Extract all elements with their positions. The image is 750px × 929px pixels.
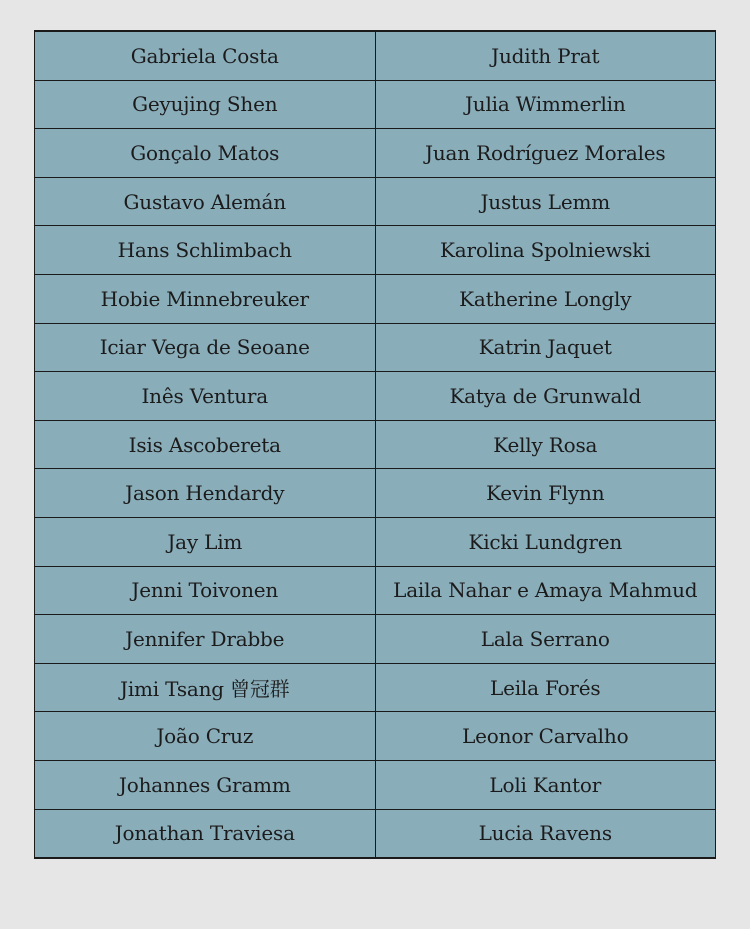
- table-row: [35, 80, 716, 129]
- name-cell-right: Katrin Jaquet: [375, 323, 716, 372]
- name-cell-right: Kevin Flynn: [375, 469, 716, 518]
- name-cell-left: Hobie Minnebreuker: [35, 274, 376, 323]
- table-row: [35, 566, 716, 615]
- name-cell-right: Kelly Rosa: [375, 420, 716, 469]
- name-cell-left: Jimi Tsang 曾冠群: [35, 663, 376, 712]
- name-cell-right: Lala Serrano: [375, 615, 716, 664]
- table-row: [35, 663, 716, 712]
- name-cell-right: Leila Forés: [375, 663, 716, 712]
- name-cell-left: Gabriela Costa: [35, 31, 376, 80]
- names-table-body: [35, 31, 716, 858]
- name-cell-left: Geyujing Shen: [35, 80, 376, 129]
- name-cell-right: Karolina Spolniewski: [375, 226, 716, 275]
- table-row: [35, 372, 716, 421]
- name-cell-left: Jenni Toivonen: [35, 566, 376, 615]
- name-cell-right: Julia Wimmerlin: [375, 80, 716, 129]
- name-cell-left: Johannes Gramm: [35, 760, 376, 809]
- table-row: [35, 469, 716, 518]
- table-row: [35, 809, 716, 858]
- table-row: [35, 226, 716, 275]
- names-table: [34, 30, 716, 859]
- name-cell-left: Jonathan Traviesa: [35, 809, 376, 858]
- table-row: [35, 712, 716, 761]
- table-row: [35, 615, 716, 664]
- table-row: [35, 177, 716, 226]
- name-cell-right: Loli Kantor: [375, 760, 716, 809]
- name-cell-right: Kicki Lundgren: [375, 517, 716, 566]
- name-cell-left: João Cruz: [35, 712, 376, 761]
- name-cell-right: Juan Rodríguez Morales: [375, 129, 716, 178]
- name-cell-right: Laila Nahar e Amaya Mahmud: [375, 566, 716, 615]
- table-row: [35, 517, 716, 566]
- name-cell-left: Jay Lim: [35, 517, 376, 566]
- table-row: [35, 323, 716, 372]
- name-cell-right: Judith Prat: [375, 31, 716, 80]
- table-row: [35, 129, 716, 178]
- table-row: [35, 274, 716, 323]
- name-cell-right: Leonor Carvalho: [375, 712, 716, 761]
- name-cell-left: Hans Schlimbach: [35, 226, 376, 275]
- table-row: [35, 420, 716, 469]
- name-cell-left: Gustavo Alemán: [35, 177, 376, 226]
- table-row: [35, 31, 716, 80]
- name-cell-right: Lucia Ravens: [375, 809, 716, 858]
- name-cell-left: Gonçalo Matos: [35, 129, 376, 178]
- name-cell-left: Jennifer Drabbe: [35, 615, 376, 664]
- name-cell-left: Inês Ventura: [35, 372, 376, 421]
- name-cell-left: Iciar Vega de Seoane: [35, 323, 376, 372]
- name-cell-left: Isis Ascobereta: [35, 420, 376, 469]
- table-row: [35, 760, 716, 809]
- name-cell-right: Katherine Longly: [375, 274, 716, 323]
- name-cell-right: Justus Lemm: [375, 177, 716, 226]
- name-cell-left: Jason Hendardy: [35, 469, 376, 518]
- name-cell-right: Katya de Grunwald: [375, 372, 716, 421]
